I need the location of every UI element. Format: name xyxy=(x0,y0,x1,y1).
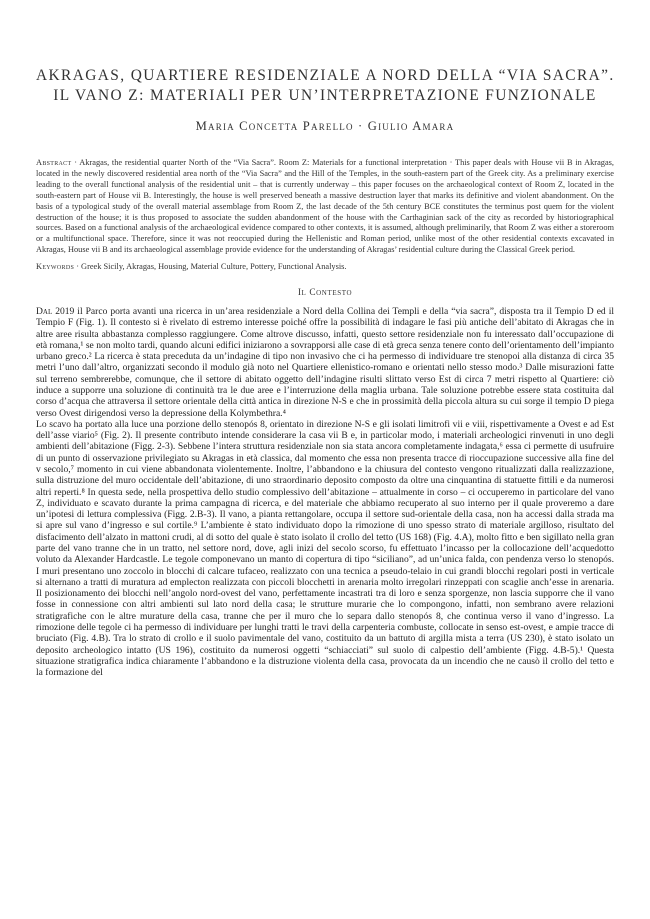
body-text xyxy=(36,306,614,678)
authors: Maria Concetta Parello · Giulio Amara xyxy=(195,119,455,133)
paragraph-2: Lo scavo ha portato alla luce una porzione dello stenopós 8, orientato in direzione N-S e gli isolati limitrofi vii e viii, rispettivamente a Ovest e ad Est dell’asse viario⁵ (Fig. 2). Il presente contributo intende considerare la casa vii B e, in particolar modo, i materiali archeologici rinvenuti in uno degli ambienti dell’abitazione (Figg. 2-3). Sebbene l’intera struttura residenziale non sia stata ancora completamente indagata,⁶ essa ci permette di usufruire di un punto di osservazione privilegiato su Akragas in età classica, dal momento che essa non presenta tracce di rioccupazione successive alla fine del v secolo,⁷ momento in cui viene abbandonata violentemente. Inoltre, l’abbandono e la chiusura del contesto vengono ritualizzati dalla realizzazione, sulla distruzione del muro occidentale dell’abitazione, di uno straordinario deposito composto da oltre una cinquantina di statuette fittili e da numerosi altri reperti.⁸ In questa sede, nella prospettiva dello studio complessivo dell’abitazione – attualmente in corso – ci occuperemo in particolare del vano Z, individuato e scavato durante la prima campagna di ricerca, e del materiale che abbiamo recuperato al suo interno per il quale proveremo a dare un’ipotesi di lettura complessiva (Figg. 2.B-3). Il vano, a pianta rettangolare, occupa il settore sud-orientale della casa, non ha accessi dalla strada ma si apre sul vano d’ingresso e sul cortile.⁹ L’ambiente è stato individuato dopo la rimozione di uno spesso strato di materiale argilloso, risultato del disfacimento dell’alzato in mattoni crudi, al di sotto del quale è stato isolato il crollo del tetto (US 168) (Fig. 4.A), molto fitto e ben sigillato nella gran parte del vano tranne che in un tratto, nel settore nord, dove, agli inizi del secolo scorso, fu effettuato l’incasso per la collocazione dell’acquedotto voluto da Alexander Hardcastle. Le tegole componevano un manto di copertura di tipo “siciliano”, ad un’unica falda, con pendenza verso lo stenopós. I muri presentano uno zoccolo in blocchi di calcare tufaceo, realizzato con una tecnica a pseudo-telaio in cui grandi blocchi regolari posti in verticale si alternano a tratti di muratura ad emplecton realizzata con piccoli blocchetti in arenaria molto irregolari rinzeppati con scaglie anch’esse in arenaria. Il posizionamento dei blocchi nell’angolo nord-ovest del vano, perfettamente incastrati tra di loro e senza sporgenze, non lascia supporre che il vano fosse in connessione con altri ambienti sul lato nord della casa; le strutture murarie che lo compongono, infatti, non sembrano avere relazioni stratigrafiche con le altre murature della casa, tranne che per il muro che lo separa dallo stenopós 8, che continua verso il vano d’ingresso. La rimozione delle tegole ci ha permesso di individuare per lunghi tratti le travi della carpenteria combuste, collocate in senso est-ovest, e ampie tracce di bruciato (Fig. 4.B). Tra lo strato di crollo e il suolo pavimentale del vano, costituito da un battuto di argilla mista a terra (US 230), è stato isolato un deposito archeologico intatto (US 196), costituito da numerosi oggetti “schiacciati” sul suolo di calpestio dell’ambiente (Figg. 4.B-5).¹ Questa situazione stratigrafica indica chiaramente l’abbandono e la distruzione violenta della casa, provocata da un incendio che ne causò il crollo del tetto e la formazione del xyxy=(36,418,614,679)
abstract-label: Abstract xyxy=(36,158,72,167)
keywords xyxy=(36,262,614,273)
article-title xyxy=(36,66,614,106)
paragraph-1-dropcap: Dal xyxy=(36,306,53,318)
title-line-2: IL VANO Z: MATERIALI PER UN’INTERPRETAZIONE FUNZIONALE xyxy=(53,87,597,104)
paragraph-1-text: 2019 il Parco porta avanti una ricerca in un’area residenziale a Nord della Collina dei Templi e della “via sacra”, disposta tra il Tempio D ed il Tempio F (Fig. 1). Il contesto si è rivelato di estremo interesse poiché offre la possibilità di indagare le fasi più antiche dell’abitato di Akragas che in altre aree risulta abbastanza complesso raggiungere. Come altrove discusso, infatti, questo settore residenziale non fu interessato dall’occupazione di età romana,¹ se non molto tardi, quando alcuni edifici iniziarono a sovrapporsi alle case di età greca senza tenere conto dell’orientamento dell’impianto urbano greco.² La ricerca è stata preceduta da un’indagine di tipo non invasivo che ci ha permesso di individuare tre stenopoi alla distanza di circa 35 metri l’uno dall’altro, organizzati secondo il modulo già noto nel Quartiere ellenistico-romano e orientati nello stesso modo.³ Dalle misurazioni fatte sul terreno sembrerebbe, comunque, che il settore di abitato oggetto dell’indagine risulti slittato verso Est di circa 7 metri rispetto al Quartiere: ciò induce a supporre una soluzione di continuità tra le due aree e l’interruzione della maglia urbana. Tale soluzione potrebbe essere stata costituita dal corso d’acqua che attraversa il settore orientale della città antica in direzione N-S e che in prossimità della piccola altura su cui sorge il tempio D piega verso Ovest dirigendosi verso la depressione della Kolymbethra.⁴ xyxy=(36,306,614,419)
keywords-label: Keywords xyxy=(36,262,75,272)
keywords-text: · Greek Sicily, Akragas, Housing, Material Culture, Pottery, Functional Analysis. xyxy=(76,262,347,272)
abstract-text: · Akragas, the residential quarter North of the “Via Sacra”. Room Z: Materials for a functional interpretation · This paper deals with House vii B in Akragas, located in the newly discovered residential area north of the “Via Sacra” and the Hill of the Temples, in the south-eastern part of the Greek city. As a preliminary exercise leading to the overall functional analysis of the residential unit – that is currently underway – this paper focuses on the archaeological context of Room Z, located in the south-eastern part of House vii B. Interestingly, the house is well preserved beneath a massive destruction layer that marks its definitive and violent abandonment. On the basis of a typological study of the overall material assemblage from Room Z, the last decade of the 5th century BCE constitutes the terminus post quem for the violent destruction of the house; it is thus proposed to associate the sudden abandonment of the house with the Carthaginian sack of the city as recorded by historiographical sources. Based on a functional analysis of the archaeological evidence compared to other contexts, it is assumed, although preliminarily, that Room Z was either a storeroom or a multifunctional space. Therefore, since it was not reoccupied during the Hellenistic and Roman period, unlike most of the other residential contexts excavated in Akragas, House vii B and its archaeological assemblage provide evidence for the understanding of Akragas’ residential culture during the Classical Greek period. xyxy=(36,158,614,255)
section-heading: Il Contesto xyxy=(297,288,353,299)
abstract xyxy=(36,158,614,256)
title-line-1: AKRAGAS, QUARTIERE RESIDENZIALE A NORD DELLA “VIA SACRA”. xyxy=(36,67,615,84)
paragraph-1 xyxy=(36,306,614,419)
